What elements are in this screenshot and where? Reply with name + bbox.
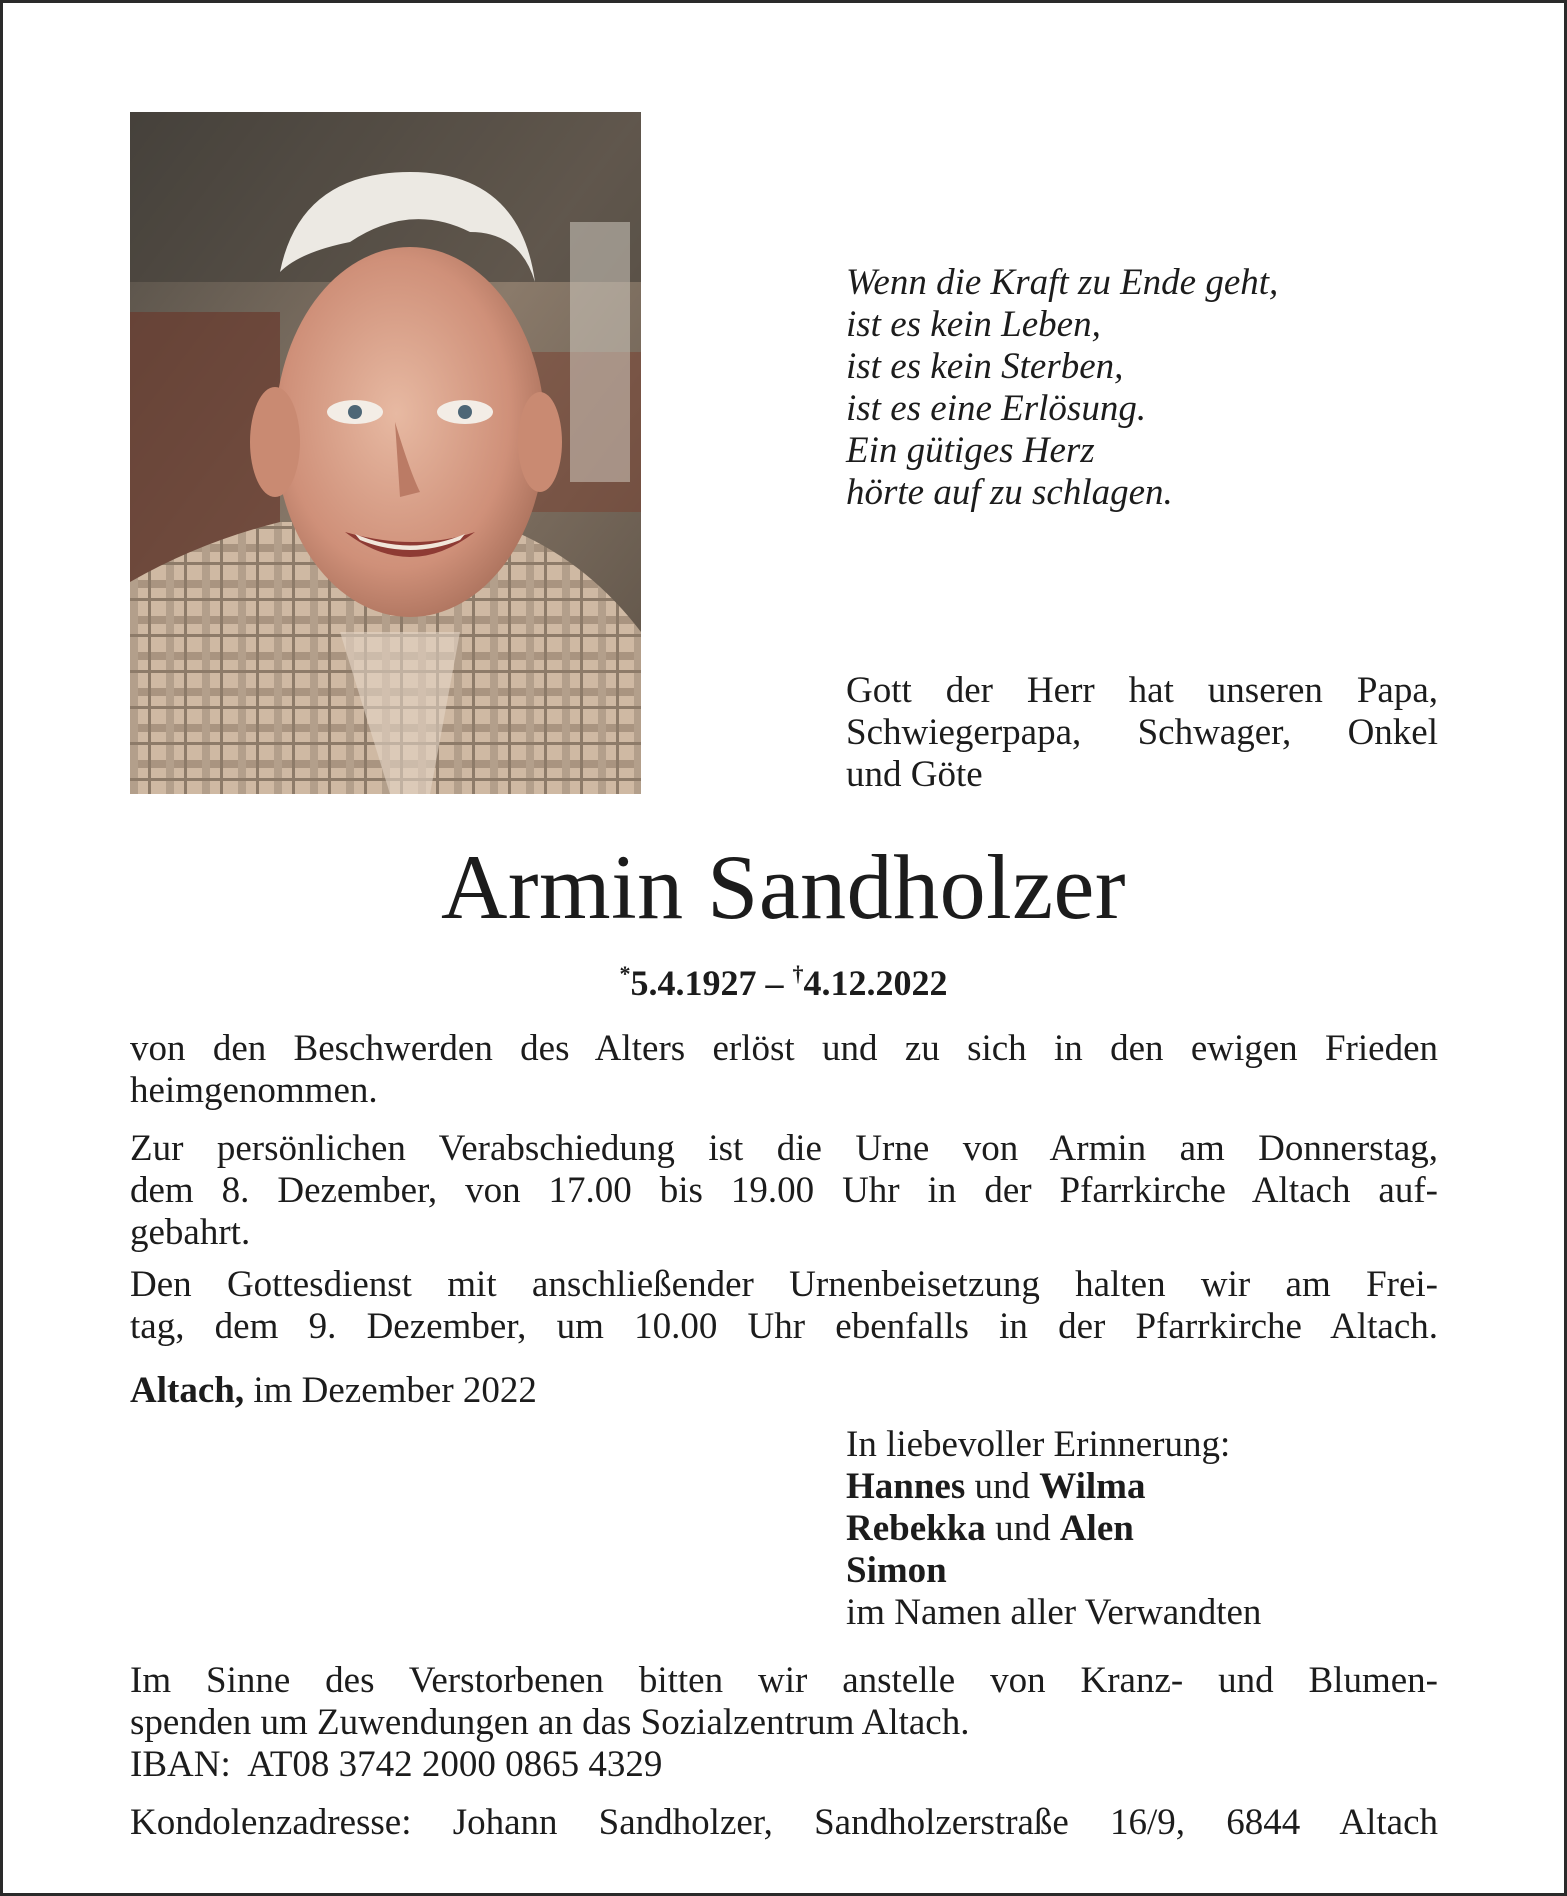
birth-symbol: * [619, 961, 631, 986]
place-date [130, 1370, 1438, 1412]
family-intro: In liebevoller Erinnerung: [846, 1424, 1231, 1465]
paragraph-2 [130, 1128, 1438, 1254]
death-symbol: † [792, 961, 804, 986]
family-row [846, 1508, 1466, 1550]
family-row [846, 1550, 1466, 1592]
donation-notice [130, 1660, 1438, 1786]
family-join: und [974, 1466, 1031, 1507]
family-join: und [995, 1508, 1051, 1549]
poem-line: Ein gütiges Herz [846, 430, 1095, 471]
intro-line: Schwiegerpapa, Schwager, Onkel [846, 712, 1438, 753]
poem-line: ist es eine Erlösung. [846, 388, 1147, 429]
paragraph-line: gebahrt. [130, 1212, 251, 1253]
condolence-line [130, 1802, 1438, 1844]
family-closing: im Namen aller Verwandten [846, 1592, 1262, 1633]
birth-date: 5.4.1927 [630, 963, 757, 1003]
iban-line [130, 1744, 1438, 1786]
family-member: Alen [1059, 1508, 1134, 1549]
life-dates [0, 952, 1567, 1005]
paragraph-line: dem 8. Dezember, von 17.00 bis 19.00 Uhr in der Pfarrkirche Altach auf- [130, 1170, 1438, 1211]
condolence-address-text: Johann Sandholzer, Sandholzerstraße 16/9, 6844 Altach [452, 1802, 1438, 1843]
paragraph-line: heimgenommen. [130, 1070, 378, 1111]
place-month: im Dezember 2022 [253, 1370, 537, 1411]
iban-value: AT08 3742 2000 0865 4329 [247, 1744, 663, 1785]
deceased-name: Armin Sandholzer [440, 836, 1127, 938]
family-member: Rebekka [846, 1508, 986, 1549]
death-date: 4.12.2022 [803, 963, 948, 1003]
intro-text [846, 670, 1438, 796]
donation-line: Im Sinne des Verstorbenen bitten wir anstelle von Kranz- und Blumen- [130, 1660, 1438, 1701]
poem [846, 262, 1466, 514]
donation-line: spenden um Zuwendungen an das Sozialzentrum Altach. [130, 1702, 970, 1743]
family-row [846, 1466, 1466, 1508]
paragraph-line: Den Gottesdienst mit anschließender Urnenbeisetzung halten wir am Frei- [130, 1264, 1438, 1305]
family-member: Simon [846, 1550, 947, 1591]
family-member: Wilma [1039, 1466, 1146, 1507]
intro-line: und Göte [846, 754, 983, 795]
paragraph-line: von den Beschwerden des Alters erlöst und zu sich in den ewigen Frieden [130, 1028, 1438, 1069]
condolence-address [130, 1802, 1438, 1844]
family-signature [846, 1424, 1466, 1634]
paragraph-line: tag, dem 9. Dezember, um 10.00 Uhr ebenfalls in der Pfarrkirche Altach. [130, 1306, 1438, 1347]
paragraph-3 [130, 1264, 1438, 1348]
paragraph-1 [130, 1028, 1438, 1112]
iban-label: IBAN: [130, 1744, 231, 1785]
poem-line: hörte auf zu schlagen. [846, 472, 1173, 513]
poem-line: ist es kein Sterben, [846, 346, 1124, 387]
poem-line: Wenn die Kraft zu Ende geht, [846, 262, 1279, 303]
date-separator: – [765, 963, 784, 1003]
family-member: Hannes [846, 1466, 966, 1507]
place-town: Altach, [130, 1370, 245, 1411]
condolence-label: Kondolenzadresse: [130, 1802, 412, 1843]
poem-line: ist es kein Leben, [846, 304, 1101, 345]
paragraph-line: Zur persönlichen Verabschiedung ist die Urne von Armin am Donnerstag, [130, 1128, 1438, 1169]
intro-line: Gott der Herr hat unseren Papa, [846, 670, 1438, 711]
portrait-photo [130, 112, 641, 794]
